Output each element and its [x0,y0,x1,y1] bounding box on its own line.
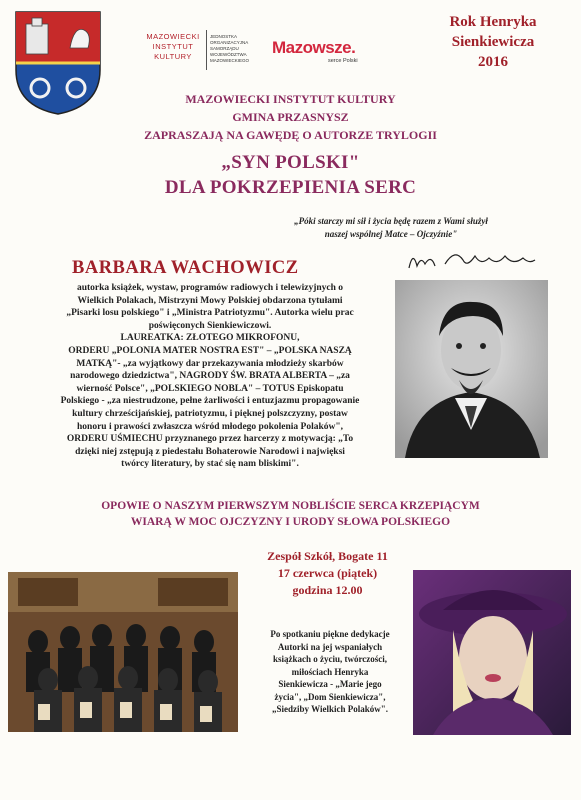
mik-logo-subtitle: JEDNOSTKA ORGANIZACYJNA SAMORZĄDU WOJEWÓDZTWA MAZOWIECKIEGO [210,34,250,63]
mik-logo-text: MAZOWIECKI INSTYTUT KULTURY [146,32,200,61]
event-date: 17 czerwca (piątek) [277,566,378,580]
speaker-bio: autorka książek, wystaw, programów radiowych i telewizyjnych o Wielkich Polakach, Mistrzyni Mowy Polskiej obdarzona tytułami „Pisarki losu polskiego" i „Ministra Patriotyzmu". Autorka wielu prac poświęconych Sienkiewiczowi. LAUREATKA: ZŁOTEGO MIKROFONU, ORDERU „POLONIA MATER NOSTRA EST" – „POLSKA NASZĄ MATKĄ"- „za wyjątkowy dar przekazywania młodzieży skarbów narodowego dziedzictwa", NAGRODY ŚW. BRATA ALBERTA – „za wierność Polsce", „POLSKIEGO NOBLA" – TOTUS Episkopatu Polskiego - „za niestrudzone, pełne żarliwości i entuzjazmu propagowanie kultury chrześcijańskiej, patriotyzmu, i pięknej polszczyzny, postaw honoru i prawości zwłaszcza wśród młodego pokolenia Polaków", ORDERU UŚMIECHU przyznanego przez harcerzy z motywacją: „To dzięki niej zstępują z piedestału Bohaterowie Narodowi i najwięksi twórcy literatury, by stać się nam bliskimi". [60,283,360,470]
topic-statement: OPOWIE O NASZYM PIERWSZYM NOBLIŚCIE SERCA KRZEPIĄCYM WIARĄ W MOC OJCZYZNY I URODY SŁOWA POLSKIEGO [101,500,480,528]
mazowsze-logo: Mazowsze. [272,38,356,57]
organizers: MAZOWIECKI INSTYTUT KULTURY GMINA PRZASNYSZ ZAPRASZAJĄ NA GAWĘDĘ O AUTORZE TRYLOGII [144,92,437,142]
year-title: Rok Henryka Sienkiewicza 2016 [449,14,537,70]
handwritten-signature [405,246,540,276]
author-photo-image [413,570,571,735]
speaker-name: BARBARA WACHOWICZ [72,258,299,278]
event-place: Zespół Szkół, Bogate 11 [267,549,388,563]
mik-logo-divider [206,30,207,70]
event-time: godzina 12.00 [292,583,363,597]
group-photo-image [8,572,238,732]
sienkiewicz-quote: „Póki starczy mi sił i życia będę razem z Wami służył naszej wspólnej Matce – Ojczyźnie" [294,216,488,239]
mazowsze-logo-subtitle: serce Polski [328,58,358,64]
dedication-note: Po spotkaniu piękne dedykacje Autorki na jej wspaniałych książkach o życiu, twórczości, miłościach Henryka Sienkiewicza - „Marie jego życia", „Dom Sienkiewicza", „Siedziby Wielkich Polaków". [270,629,390,714]
event-title: „SYN POLSKI" DLA POKRZEPIENIA SERC [164,152,417,198]
sienkiewicz-portrait-image [395,280,548,458]
event-details [240,548,415,599]
